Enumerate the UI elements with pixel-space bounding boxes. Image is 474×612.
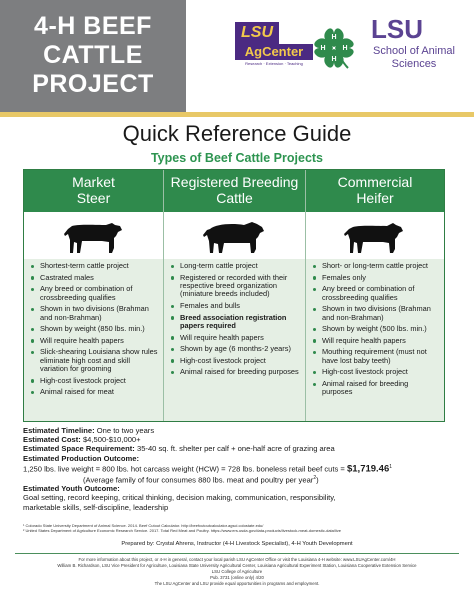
list-item: Shown by weight (850 lbs. min.) xyxy=(30,325,159,333)
list-item: Any breed or combination of crossbreeding qualifies xyxy=(312,285,440,302)
list-item: Slick-shearing Louisiana show rules eliminate high cost and skill variation for grooming xyxy=(30,348,159,373)
list-item: High-cost livestock project xyxy=(312,368,440,376)
footnote: ² United States Department of Agriculture Economic Research Service. 2017. Total Red Meat and Poultry. https://www.ers.usda.gov/data-products/livestock-meat-domestic-data/live xyxy=(23,528,341,533)
production-value: $1,719.46 xyxy=(346,463,390,475)
estimate-production xyxy=(23,454,463,463)
estimate-value: 35-40 sq. ft. shelter per calf + one-half acre of grazing area xyxy=(136,444,335,454)
project-types-table xyxy=(23,169,445,422)
school-of-animal-sciences-logo xyxy=(360,15,465,75)
estimate-label: Estimated Timeline: xyxy=(23,426,95,435)
production-note-end: ) xyxy=(316,475,319,485)
footer-line: The LSU AgCenter and LSU provide equal opportunities in programs and employment. xyxy=(154,581,320,586)
bull-silhouette-icon xyxy=(202,220,268,254)
page-title: Quick Reference Guide xyxy=(122,121,352,146)
page-subtitle: Types of Beef Cattle Projects xyxy=(150,151,324,165)
list-item: Animal raised for meat xyxy=(30,388,159,396)
footnote-ref: 1 xyxy=(389,463,393,470)
agcenter-logo-name: AgCenter xyxy=(235,44,313,60)
list-item: Long-term cattle project xyxy=(170,262,301,270)
estimate-cost xyxy=(23,435,463,444)
list-item: Females and bulls xyxy=(170,302,301,310)
list-item: Short- or long-term cattle project xyxy=(312,262,440,270)
estimate-label: Estimated Production Outcome: xyxy=(23,453,140,463)
list-item: Mouthing requirement (must not have lost baby teeth) xyxy=(312,348,440,365)
footer-line: William B. Richardson, LSU Vice President for Agriculture, Louisiana State University Agricultural Center, Louisiana Agricultural Experiment Station, Louisiana Cooperative Extension Service xyxy=(57,563,417,568)
column-header-line: Heifer xyxy=(356,190,394,206)
cow-image-area xyxy=(306,212,444,259)
lsu-agcenter-logo xyxy=(235,22,313,66)
footnote-ref: 2 xyxy=(313,474,317,481)
prepared-by: Prepared by: Crystal Ahrens, Instructor (4-H Livestock Specialist), 4-H Youth Development xyxy=(121,541,353,547)
estimate-label: Estimated Cost: xyxy=(23,435,81,445)
list-item: Will require health papers xyxy=(170,334,301,342)
list-item: Shown by age (6 months-2 years) xyxy=(170,345,301,353)
cow-image-area xyxy=(24,212,163,259)
footer xyxy=(18,557,456,587)
project-title-line: 4-H BEEF xyxy=(34,12,152,40)
list-item: Any breed or combination of crossbreeding qualifies xyxy=(30,285,159,302)
estimates-section xyxy=(23,426,463,512)
list-item: Castrated males xyxy=(30,274,159,282)
list-item: Shown by weight (500 lbs. min.) xyxy=(312,325,440,333)
column-header xyxy=(306,170,444,212)
column-items xyxy=(306,259,444,421)
youth-outcome-text: marketable skills, self-discipline, leadership xyxy=(23,502,169,512)
gold-divider xyxy=(0,112,474,117)
heifer-silhouette-icon xyxy=(343,220,407,254)
cow-image-area xyxy=(164,212,305,259)
4h-clover-icon xyxy=(308,22,360,74)
column-header-line: Commercial xyxy=(337,174,413,190)
project-title-line: CATTLE xyxy=(43,41,143,69)
column-header-line: Steer xyxy=(76,190,111,206)
header xyxy=(0,0,474,112)
clover-letter: H xyxy=(331,56,337,63)
clover-letter: H xyxy=(331,34,337,41)
steer-silhouette-icon xyxy=(62,220,126,254)
footer-divider xyxy=(15,553,459,554)
list-item: Shown in two divisions (Brahman and non-Brahman) xyxy=(30,305,159,322)
list-item: Will require health papers xyxy=(312,337,440,345)
list-item: Shortest-term cattle project xyxy=(30,262,159,270)
project-title-line: PROJECT xyxy=(32,70,154,98)
column-items xyxy=(164,259,305,421)
footer-line: Pub. 3731 (online only) 4/20 xyxy=(210,575,264,580)
estimate-label: Estimated Youth Outcome: xyxy=(23,484,120,494)
column-header-line: Market xyxy=(72,174,115,190)
production-note xyxy=(23,474,463,485)
estimate-value: $4,500-$10,000+ xyxy=(82,435,141,445)
footer-line: For more information about this project, or 4-H in general, contact your local parish LSU AgCenter Office or visit the Louisiana 4-H website: www.LSUAgCenter.com/4H xyxy=(78,557,396,562)
estimate-youth xyxy=(23,484,463,493)
agcenter-logo-tagline: Research · Extension · Teaching xyxy=(245,61,303,66)
production-note-text: (Average family of four consumes 880 lbs. meat and poultry per year xyxy=(83,475,314,485)
estimate-value: One to two years xyxy=(96,426,155,435)
column-header xyxy=(164,170,305,212)
agcenter-logo-lsu: LSU xyxy=(235,22,279,44)
project-title xyxy=(0,0,186,112)
list-item: Breed association registration papers required xyxy=(170,314,301,331)
estimate-timeline xyxy=(23,426,463,435)
list-item: Animal raised for breeding purposes xyxy=(312,380,440,397)
school-logo-line: School of Animal xyxy=(373,45,455,57)
list-item: Will require health papers xyxy=(30,337,159,345)
list-item: Shown in two divisions (Brahman and non-Brahman) xyxy=(312,305,440,322)
footnote: ¹ Colorado State University Department of Animal Science. 2014. Beef Cutout Calculator. http://beefcutoutcalculator.agsci.colostate.edu/ xyxy=(23,523,264,528)
list-item: High-cost livestock project xyxy=(30,377,159,385)
column-header xyxy=(24,170,163,212)
footnotes xyxy=(23,523,463,533)
list-item: Animal raised for breeding purposes xyxy=(170,368,301,376)
school-logo-lsu: LSU xyxy=(371,14,423,44)
production-text: 1,250 lbs. live weight = 800 lbs. hot carcass weight (HCW) = 728 lbs. boneless retail beef cuts = xyxy=(23,464,345,474)
clover-letter: H xyxy=(342,45,348,52)
youth-outcome-text: Goal setting, record keeping, critical thinking, decision making, communication, responsibility, xyxy=(23,493,336,503)
estimate-space xyxy=(23,444,463,453)
column-header-line: Cattle xyxy=(216,190,253,206)
estimate-label: Estimated Space Requirement: xyxy=(23,444,135,454)
column-items xyxy=(24,259,163,421)
column-market-steer xyxy=(24,170,164,421)
list-item: Females only xyxy=(312,274,440,282)
list-item: High-cost livestock project xyxy=(170,357,301,365)
column-header-line: Registered Breeding xyxy=(170,174,299,190)
column-registered-breeding-cattle xyxy=(164,170,306,421)
clover-letter: H xyxy=(320,45,326,52)
list-item: Registered or recorded with their respective breed organization (miniature breeds included) xyxy=(170,274,301,299)
column-commercial-heifer xyxy=(306,170,444,421)
school-logo-line: Sciences xyxy=(391,58,437,70)
production-line xyxy=(23,463,463,474)
footer-line: LSU College of Agriculture xyxy=(211,569,263,574)
